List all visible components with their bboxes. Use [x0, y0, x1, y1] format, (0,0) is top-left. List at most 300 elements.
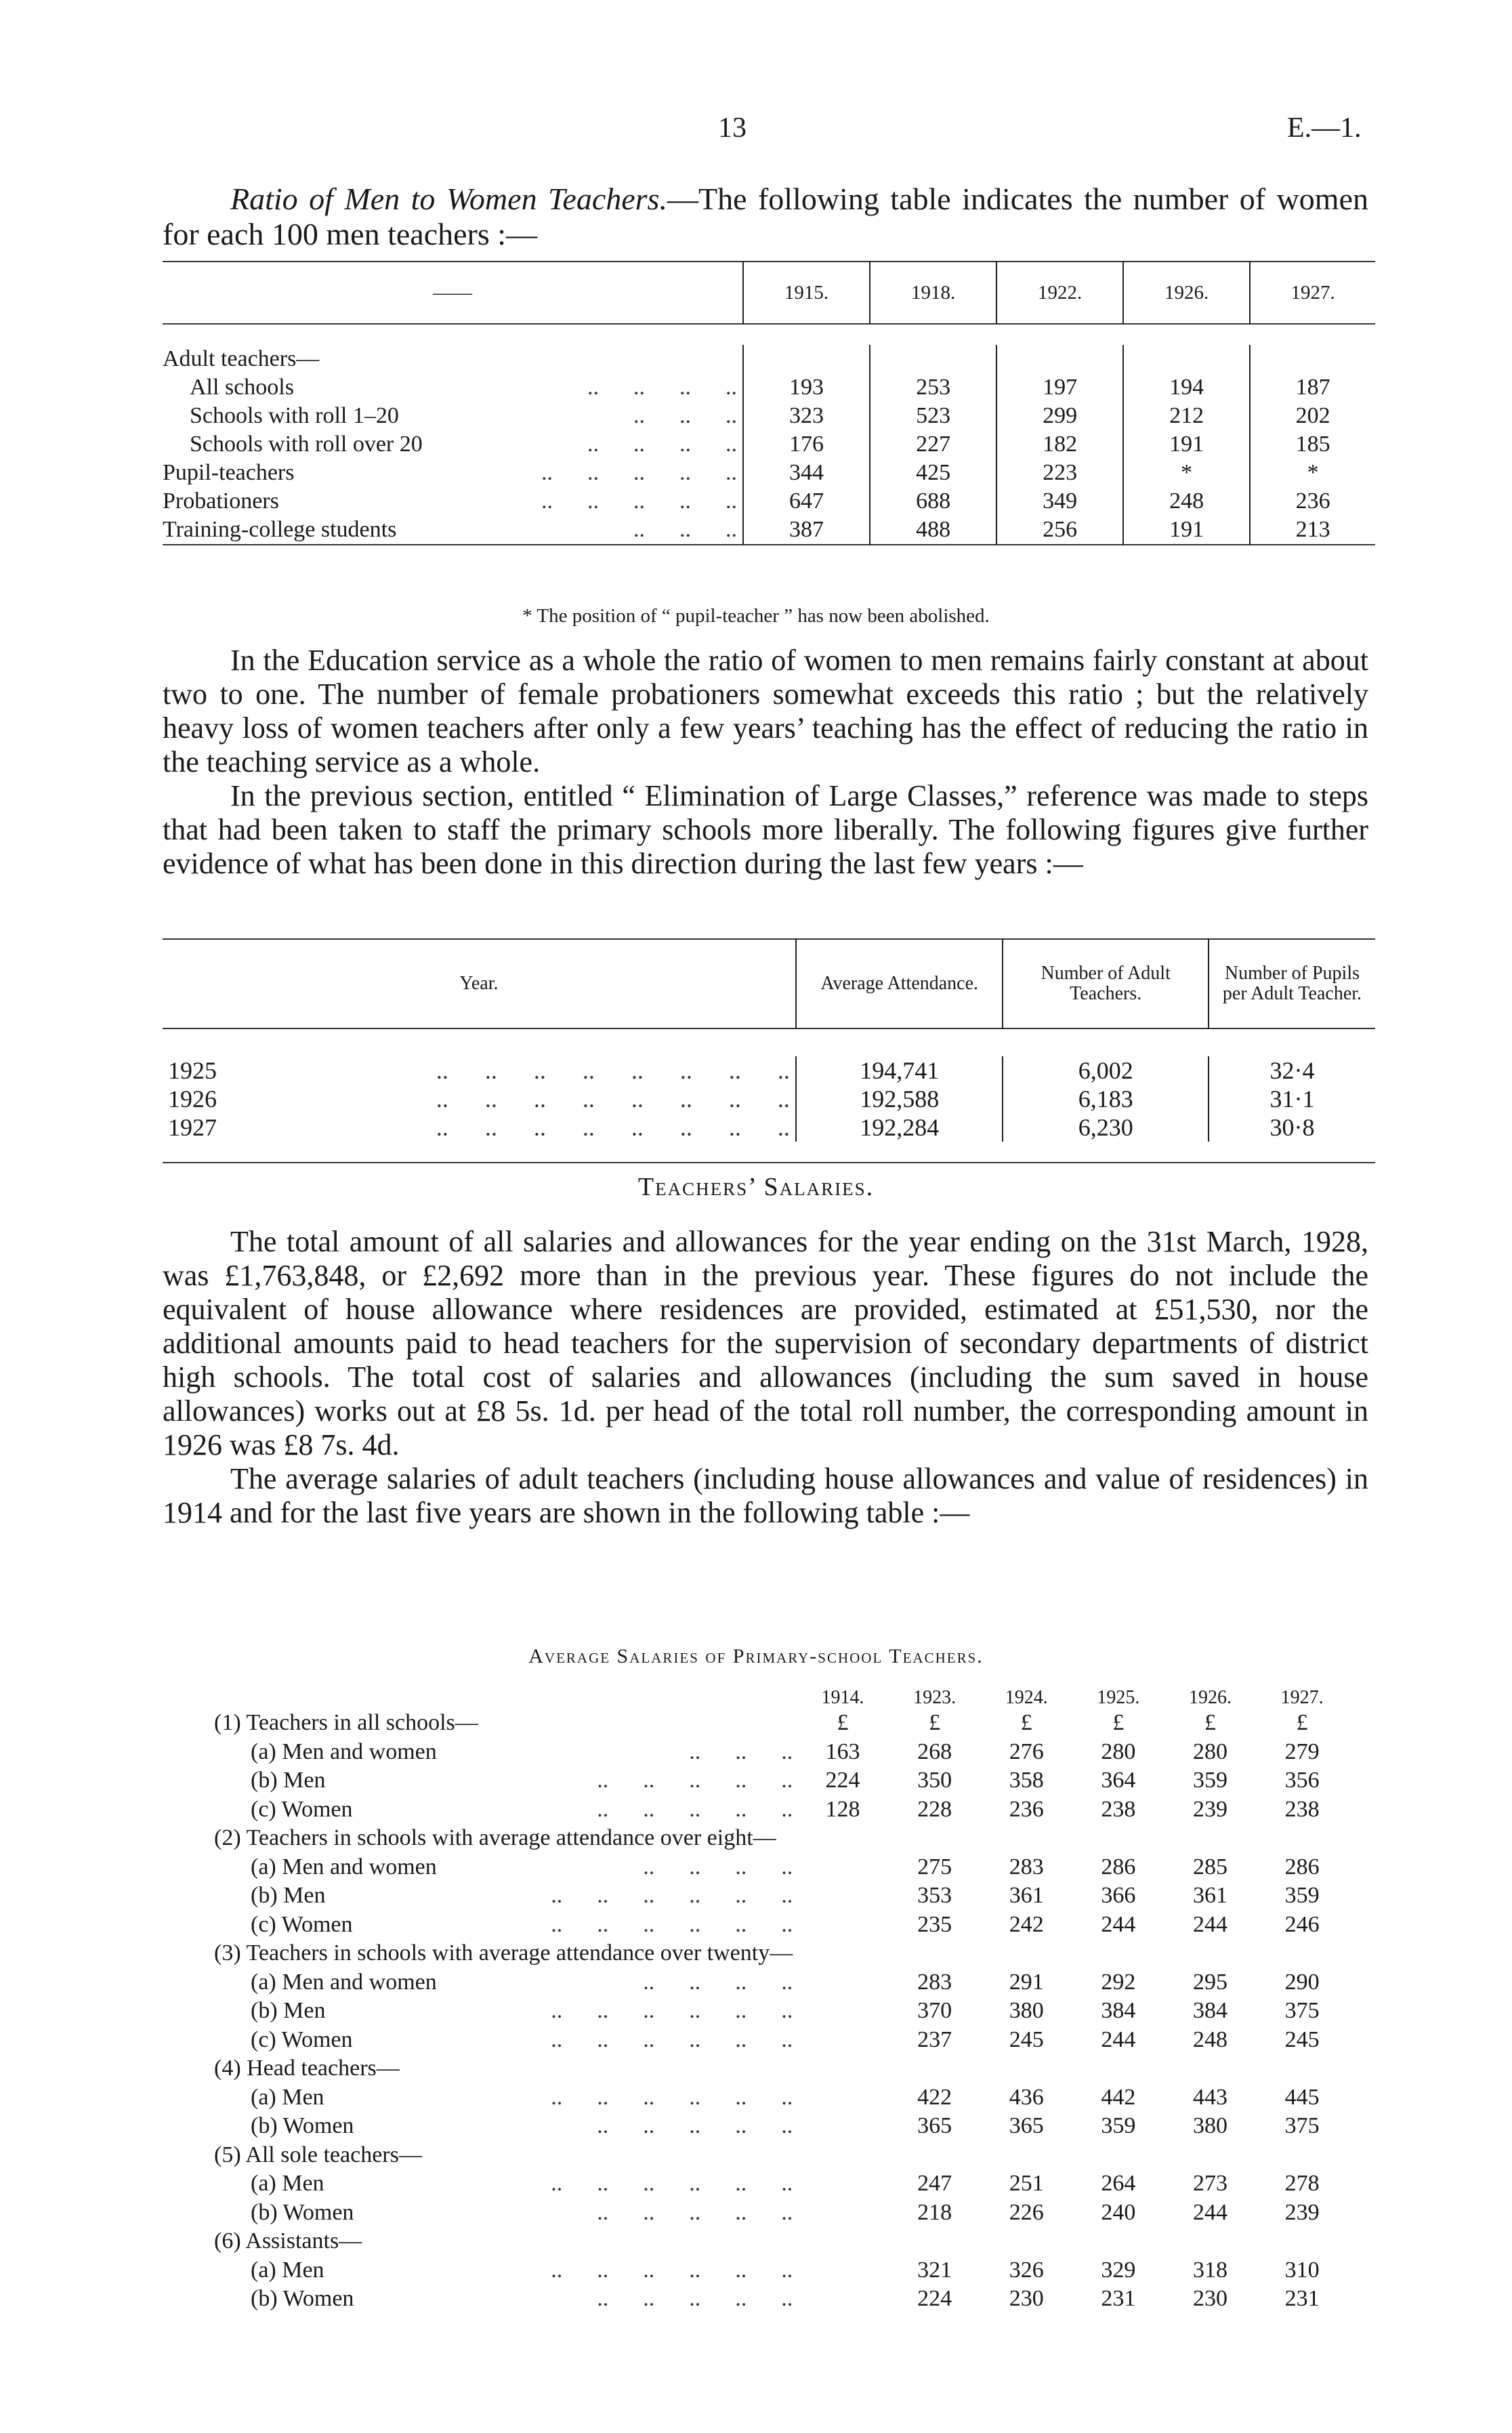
empty-cell [980, 2054, 1072, 2083]
salaries-row [210, 1968, 1348, 1997]
ratio-cell: 202 [1250, 402, 1375, 430]
row-label-text: (a) Men [251, 2171, 324, 2197]
salary-cell: 239 [1284, 2199, 1320, 2225]
salaries-group-heading [210, 1824, 1348, 1853]
ratio-col-header: 1922. [996, 262, 1123, 324]
salary-cell: 279 [1284, 1739, 1320, 1764]
row-label-text: (b) Men [251, 1768, 326, 1793]
salary-cell: 361 [1009, 1883, 1044, 1909]
salary-cell: 246 [1284, 1911, 1320, 1937]
salaries-row [210, 1853, 1348, 1882]
paragraph: In the previous section, entitled “ Elimination of Large Classes,” reference was made to steps that had been taken to staff the primary schools more liberally. The following figures give further evidence of what has been done in this direction during the last few years :— [163, 779, 1368, 880]
ratio-cell [870, 345, 996, 373]
leader-dots: .. .. .. .. .. .. [551, 2171, 793, 2197]
ratio-table-header [163, 262, 1375, 324]
salary-cell: 361 [1193, 1883, 1228, 1909]
row-label-text: (a) Men and women [251, 1739, 437, 1764]
ratio-cell: 223 [996, 459, 1123, 487]
salary-cell: 236 [1009, 1796, 1044, 1822]
ratio-cell: 213 [1250, 516, 1375, 545]
spacer-row [163, 545, 1375, 559]
year-text: 1925 [168, 1057, 217, 1084]
attendance-year [163, 1113, 796, 1142]
salary-cell: 268 [917, 1739, 952, 1764]
salary-cell [797, 2199, 889, 2228]
leader-dots: .. .. .. .. .. [597, 2113, 793, 2139]
ratio-col-header: 1915. [743, 262, 870, 324]
leader-dots: .. .. .. .. .. .. .. .. [436, 1057, 790, 1084]
salary-cell: 235 [917, 1911, 952, 1937]
attendance-cell: 192,588 [796, 1085, 1003, 1113]
empty-cell [797, 2054, 889, 2083]
group-heading-text [210, 2227, 797, 2256]
attendance-cell: 6,002 [1003, 1056, 1208, 1085]
attendance-col-header: Average Attendance. [796, 939, 1003, 1028]
leader-dots: .. .. .. .. .. .. [551, 1883, 793, 1909]
ratio-cell [743, 345, 870, 373]
ratio-row-label [163, 487, 743, 516]
ratio-footnote: * The position of “ pupil-teacher ” has now been abolished. [522, 605, 990, 627]
ratio-cell [996, 345, 1123, 373]
salary-cell: 245 [1009, 2026, 1044, 2052]
empty-cell [889, 2227, 981, 2256]
salaries-row-label [210, 2199, 797, 2228]
currency-symbol: £ [1296, 1710, 1308, 1736]
row-label-text: (c) Women [251, 1796, 353, 1822]
salary-cell: 231 [1101, 2286, 1136, 2312]
ratio-col-header: 1927. [1250, 262, 1375, 324]
currency-symbol: £ [929, 1710, 941, 1736]
ratio-cell: 191 [1123, 516, 1250, 545]
salaries-row-label [210, 1738, 797, 1767]
attendance-cell: 192,284 [796, 1113, 1003, 1142]
ratio-row-label [163, 459, 743, 487]
salary-cell: 295 [1193, 1969, 1228, 1995]
group-heading-label: (4) Head teachers— [214, 2056, 400, 2081]
salaries-row-label [210, 1853, 797, 1882]
salaries-years-row [210, 1687, 1348, 1709]
empty-cell [889, 1824, 981, 1853]
ratio-cell: 227 [870, 430, 996, 459]
salary-cell: 366 [1101, 1883, 1136, 1909]
salary-cell: 226 [1009, 2199, 1044, 2225]
salary-cell: 238 [1101, 1796, 1136, 1822]
ratio-cell: 176 [743, 430, 870, 459]
empty-cell [980, 2227, 1072, 2256]
leader-dots: .. .. .. .. .. .. [551, 1998, 793, 2024]
empty-cell [1072, 1824, 1164, 1853]
leader-dots: .. .. .. .. [643, 1854, 793, 1879]
salaries-year: 1925. [1097, 1687, 1140, 1708]
salaries-year: 1926. [1189, 1687, 1232, 1708]
leader-dots: .. .. .. .. .. .. .. .. [436, 1085, 790, 1112]
salaries-group-heading [210, 1709, 1348, 1738]
salary-cell [797, 1853, 889, 1882]
body-text-2 [163, 1225, 1368, 1530]
salary-cell: 359 [1101, 2113, 1136, 2139]
salary-cell: 380 [1009, 1998, 1044, 2024]
group-heading-label: (2) Teachers in schools with average attendance over eight— [214, 1825, 776, 1851]
salaries-row-label [210, 1795, 797, 1825]
leader-dots: .. .. .. .. [643, 1969, 793, 1995]
salary-cell: 359 [1284, 1883, 1320, 1909]
salary-cell: 365 [1009, 2113, 1044, 2139]
ratio-cell: 212 [1123, 402, 1250, 430]
row-label-text: (b) Women [251, 2286, 354, 2312]
attendance-year [163, 1085, 796, 1113]
salary-cell: 422 [917, 2084, 952, 2110]
page-number: 13 [718, 112, 747, 144]
salary-cell: 128 [825, 1796, 860, 1822]
salary-cell: 224 [917, 2286, 952, 2312]
salary-cell: 375 [1284, 2113, 1320, 2139]
ratio-row [163, 487, 1375, 516]
salary-cell: 370 [917, 1998, 952, 2024]
row-label-text: (a) Men and women [251, 1854, 437, 1879]
salary-cell: 291 [1009, 1969, 1044, 1995]
leader-dots: .. .. .. .. .. .. .. .. [436, 1114, 790, 1141]
salaries-row-label [210, 1997, 797, 2026]
salaries-row-label [210, 2256, 797, 2285]
spacer-row [163, 324, 1375, 345]
salaries-group-heading [210, 1939, 1348, 1968]
leader-dots: .. .. .. .. .. [597, 2199, 793, 2225]
salary-cell: 275 [917, 1854, 952, 1879]
ratio-cell: 344 [743, 459, 870, 487]
salary-cell: 436 [1009, 2084, 1044, 2110]
salary-cell: 364 [1101, 1768, 1136, 1793]
salary-cell: 244 [1101, 1911, 1136, 1937]
salary-cell [797, 2256, 889, 2285]
ratio-cell: 488 [870, 516, 996, 545]
body-text-1 [163, 644, 1368, 881]
attendance-row [163, 1056, 1375, 1085]
empty-cell [1256, 2227, 1348, 2256]
empty-cell [1256, 2141, 1348, 2170]
ratio-cell: * [1123, 459, 1250, 487]
empty-cell [1256, 1939, 1348, 1968]
attendance-cell: 32·4 [1209, 1056, 1375, 1085]
salary-cell: 280 [1193, 1739, 1228, 1764]
empty-cell [1072, 2141, 1164, 2170]
salaries-row-label [210, 2112, 797, 2141]
salaries-row-label [210, 2285, 797, 2314]
salary-cell [797, 2285, 889, 2314]
ratio-cell: 193 [743, 373, 870, 402]
salary-cell: 251 [1009, 2171, 1044, 2197]
ratio-row [163, 430, 1375, 459]
leader-dots: .. .. .. [633, 403, 737, 428]
ratio-cell: 256 [996, 516, 1123, 545]
salary-cell: 318 [1193, 2257, 1228, 2283]
salaries-row [210, 2256, 1348, 2285]
salary-cell [797, 1997, 889, 2026]
salary-cell: 292 [1101, 1969, 1136, 1995]
leader-dots: .. .. .. [633, 517, 737, 542]
ratio-row-label [163, 516, 743, 545]
salaries-group-heading [210, 2054, 1348, 2083]
empty-cell [980, 1824, 1072, 1853]
ratio-row [163, 402, 1375, 430]
empty-cell [1072, 1939, 1164, 1968]
group-heading-label: (1) Teachers in all schools— [214, 1710, 478, 1736]
ratio-cell: 236 [1250, 487, 1375, 516]
salaries-row [210, 2285, 1348, 2314]
ratio-cell: 387 [743, 516, 870, 545]
salaries-row [210, 1795, 1348, 1825]
ratio-table [163, 261, 1375, 559]
currency-symbol: £ [837, 1710, 849, 1736]
ratio-cell: 182 [996, 430, 1123, 459]
salaries-year: 1914. [821, 1687, 864, 1708]
ratio-cell: 185 [1250, 430, 1375, 459]
attendance-cell: 6,183 [1003, 1085, 1208, 1113]
attendance-table-header [163, 939, 1375, 1028]
salary-cell: 384 [1193, 1998, 1228, 2024]
attendance-table [163, 938, 1375, 1163]
group-heading-label: (6) Assistants— [214, 2228, 362, 2254]
salary-cell: 264 [1101, 2171, 1136, 2197]
empty-cell [1164, 2054, 1257, 2083]
empty-cell [889, 2054, 981, 2083]
salaries-row [210, 1911, 1348, 1940]
empty-cell [1164, 2227, 1257, 2256]
salary-cell [797, 1911, 889, 1940]
row-label-text: Training-college students [163, 517, 397, 542]
salary-cell: 231 [1284, 2286, 1320, 2312]
salary-cell: 353 [917, 1883, 952, 1909]
ratio-cell: 425 [870, 459, 996, 487]
salary-cell: 238 [1284, 1796, 1320, 1822]
ratio-cell: 248 [1123, 487, 1250, 516]
ratio-table-corner: —— [433, 281, 472, 304]
salaries-year: 1924. [1005, 1687, 1048, 1708]
salary-cell [797, 1968, 889, 1997]
salary-cell: 283 [917, 1969, 952, 1995]
row-label-text: (c) Women [251, 2026, 353, 2052]
salaries-group-heading [210, 2141, 1348, 2170]
ratio-row [163, 345, 1375, 373]
salary-cell [797, 2112, 889, 2141]
row-label-text: Schools with roll 1–20 [190, 403, 399, 428]
salary-cell: 244 [1101, 2026, 1136, 2052]
group-heading-text [210, 2054, 797, 2083]
empty-cell [889, 2141, 981, 2170]
empty-cell [797, 1939, 889, 1968]
salary-cell: 242 [1009, 1911, 1044, 1937]
group-heading-label: (3) Teachers in schools with average attendance over twenty— [214, 1940, 793, 1966]
paragraph: The average salaries of adult teachers (including house allowances and value of residences) in 1914 and for the last five years are shown in the following table :— [163, 1462, 1368, 1529]
ratio-cell: * [1250, 459, 1375, 487]
group-heading-text [210, 1824, 797, 1853]
ratio-cell: 187 [1250, 373, 1375, 402]
row-label-text: Adult teachers— [163, 346, 320, 371]
attendance-row [163, 1113, 1375, 1142]
salaries-table [210, 1687, 1348, 2314]
attendance-cell: 194,741 [796, 1056, 1003, 1085]
year-text: 1927 [168, 1114, 217, 1141]
salaries-row-label [210, 2083, 797, 2113]
salary-cell [797, 1881, 889, 1911]
leader-dots: .. .. .. .. .. [541, 460, 737, 485]
salary-cell: 245 [1284, 2026, 1320, 2052]
leader-dots: .. .. .. [689, 1739, 793, 1764]
salary-cell: 358 [1009, 1768, 1044, 1793]
salary-cell: 247 [917, 2171, 952, 2197]
ratio-row [163, 373, 1375, 402]
empty-cell [980, 1939, 1072, 1968]
salary-cell: 163 [825, 1739, 860, 1764]
leader-dots: .. .. .. .. [587, 375, 737, 400]
empty-cell [980, 2141, 1072, 2170]
salary-cell [797, 2083, 889, 2113]
attendance-cell: 6,230 [1003, 1113, 1208, 1142]
attendance-col-header: Number of Pupils per Adult Teacher. [1209, 939, 1375, 1028]
row-label-text: (b) Women [251, 2113, 354, 2139]
salary-cell [797, 2169, 889, 2199]
attendance-year [163, 1056, 796, 1085]
ratio-cell: 523 [870, 402, 996, 430]
ratio-col-header: 1926. [1123, 262, 1250, 324]
leader-dots: .. .. .. .. .. [597, 1796, 793, 1822]
attendance-row [163, 1085, 1375, 1113]
ratio-row-label [163, 345, 743, 373]
salary-cell: 230 [1009, 2286, 1044, 2312]
salary-cell: 228 [917, 1796, 952, 1822]
salary-cell: 286 [1284, 1854, 1320, 1879]
salary-cell: 290 [1284, 1969, 1320, 1995]
leader-dots: .. .. .. .. [587, 432, 737, 457]
empty-cell [797, 2227, 889, 2256]
leader-dots: .. .. .. .. .. .. [551, 1911, 793, 1937]
salary-cell: 276 [1009, 1739, 1044, 1764]
empty-cell [797, 1824, 889, 1853]
ratio-cell: 647 [743, 487, 870, 516]
salary-cell: 285 [1193, 1854, 1228, 1879]
leader-dots: .. .. .. .. .. .. [551, 2026, 793, 2052]
salary-cell: 356 [1284, 1768, 1320, 1793]
salary-cell: 443 [1193, 2084, 1228, 2110]
ratio-col-header: 1918. [870, 262, 996, 324]
leader-dots: .. .. .. .. .. .. [551, 2257, 793, 2283]
ratio-section-title: Ratio of Men to Women Teachers. [230, 182, 667, 216]
ratio-cell: 253 [870, 373, 996, 402]
ratio-cell [1250, 345, 1375, 373]
salary-cell: 248 [1193, 2026, 1228, 2052]
salaries-corner [210, 1687, 797, 1709]
ratio-cell: 299 [996, 402, 1123, 430]
salaries-row-label [210, 1911, 797, 1940]
leader-dots: .. .. .. .. .. [597, 2286, 793, 2312]
empty-cell [1164, 1939, 1257, 1968]
salaries-row-label [210, 2169, 797, 2199]
salary-cell: 286 [1101, 1854, 1136, 1879]
salaries-table-title: Average Salaries of Primary-school Teachers. [528, 1645, 984, 1667]
salary-cell [797, 2026, 889, 2055]
salaries-group-heading [210, 2227, 1348, 2256]
currency-symbol: £ [1020, 1710, 1032, 1736]
salaries-row [210, 1881, 1348, 1911]
salaries-row [210, 2026, 1348, 2055]
ratio-cell [1123, 345, 1250, 373]
salary-cell: 384 [1101, 1998, 1136, 2024]
salary-cell: 273 [1193, 2171, 1228, 2197]
salary-cell: 326 [1009, 2257, 1044, 2283]
salary-cell: 230 [1193, 2286, 1228, 2312]
paragraph: In the Education service as a whole the ratio of women to men remains fairly constant at about two to one. The number of female probationers somewhat exceeds this ratio ; but the relatively heavy loss of women teachers after only a few years’ teaching has the effect of reducing the ratio in the teaching service as a whole. [163, 644, 1368, 778]
spacer-row [163, 1142, 1375, 1163]
attendance-col-header: Number of Adult Teachers. [1003, 939, 1208, 1028]
ratio-row-label [163, 373, 743, 402]
salary-cell: 244 [1193, 1911, 1228, 1937]
empty-cell [1072, 2227, 1164, 2256]
row-label-text: (c) Women [251, 1911, 353, 1937]
empty-cell [1072, 2054, 1164, 2083]
salary-cell: 375 [1284, 1998, 1320, 2024]
salaries-row [210, 2083, 1348, 2113]
salary-cell: 283 [1009, 1854, 1044, 1879]
salaries-row [210, 1997, 1348, 2026]
salaries-row-label [210, 2026, 797, 2055]
leader-dots: .. .. .. .. .. [541, 488, 737, 514]
group-heading-label: (5) All sole teachers— [214, 2142, 422, 2167]
group-heading-text [210, 1709, 797, 1738]
row-label-text: (b) Women [251, 2199, 354, 2225]
salary-cell: 350 [917, 1768, 952, 1793]
leader-dots: .. .. .. .. .. [597, 1768, 793, 1793]
empty-cell [1164, 1824, 1257, 1853]
ratio-cell: 349 [996, 487, 1123, 516]
salary-cell: 218 [917, 2199, 952, 2225]
salary-cell: 237 [917, 2026, 952, 2052]
ratio-cell: 194 [1123, 373, 1250, 402]
salaries-row [210, 2169, 1348, 2199]
salaries-row [210, 2112, 1348, 2141]
ratio-cell: 191 [1123, 430, 1250, 459]
salary-cell: 445 [1284, 2084, 1320, 2110]
salaries-row [210, 2199, 1348, 2228]
leader-dots: .. .. .. .. .. .. [551, 2084, 793, 2110]
salary-cell: 244 [1193, 2199, 1228, 2225]
row-label-text: (a) Men [251, 2257, 324, 2283]
row-label-text: All schools [190, 375, 294, 400]
document-ref: E.—1. [1287, 112, 1362, 144]
empty-cell [889, 1939, 981, 1968]
ratio-cell: 197 [996, 373, 1123, 402]
row-label-text: (b) Men [251, 1883, 326, 1909]
group-heading-text [210, 2141, 797, 2170]
ratio-cell: 323 [743, 402, 870, 430]
ratio-cell: 688 [870, 487, 996, 516]
row-label-text: (b) Men [251, 1998, 326, 2024]
ratio-intro-text: —The following table indicates the number of women for each 100 men teachers :— [163, 182, 1368, 251]
group-heading-text [210, 1939, 797, 1968]
empty-cell [1256, 1824, 1348, 1853]
ratio-row [163, 459, 1375, 487]
row-label-text: (a) Men and women [251, 1969, 437, 1995]
attendance-col-header: Year. [459, 973, 499, 994]
salary-cell: 239 [1193, 1796, 1228, 1822]
row-label-text: Pupil-teachers [163, 460, 295, 485]
salary-cell: 442 [1101, 2084, 1136, 2110]
salary-cell: 310 [1284, 2257, 1320, 2283]
salaries-year: 1927. [1280, 1687, 1324, 1708]
salaries-row [210, 1766, 1348, 1795]
ratio-row [163, 516, 1375, 545]
ratio-row-label [163, 430, 743, 459]
paragraph: The total amount of all salaries and allowances for the year ending on the 31st March, 1928, was £1,763,848, or £2,692 more than in the previous year. These figures do not include the equivalent of house allowance where residences are provided, estimated at £51,530, nor the additional amounts paid to head teachers for the supervision of secondary departments of district high schools. The total cost of salaries and allowances (including the sum saved in house allowances) works out at £8 5s. 1d. per head of the total roll number, the corresponding amount in 1926 was £8 7s. 4d. [163, 1225, 1368, 1461]
attendance-cell: 31·1 [1209, 1085, 1375, 1113]
